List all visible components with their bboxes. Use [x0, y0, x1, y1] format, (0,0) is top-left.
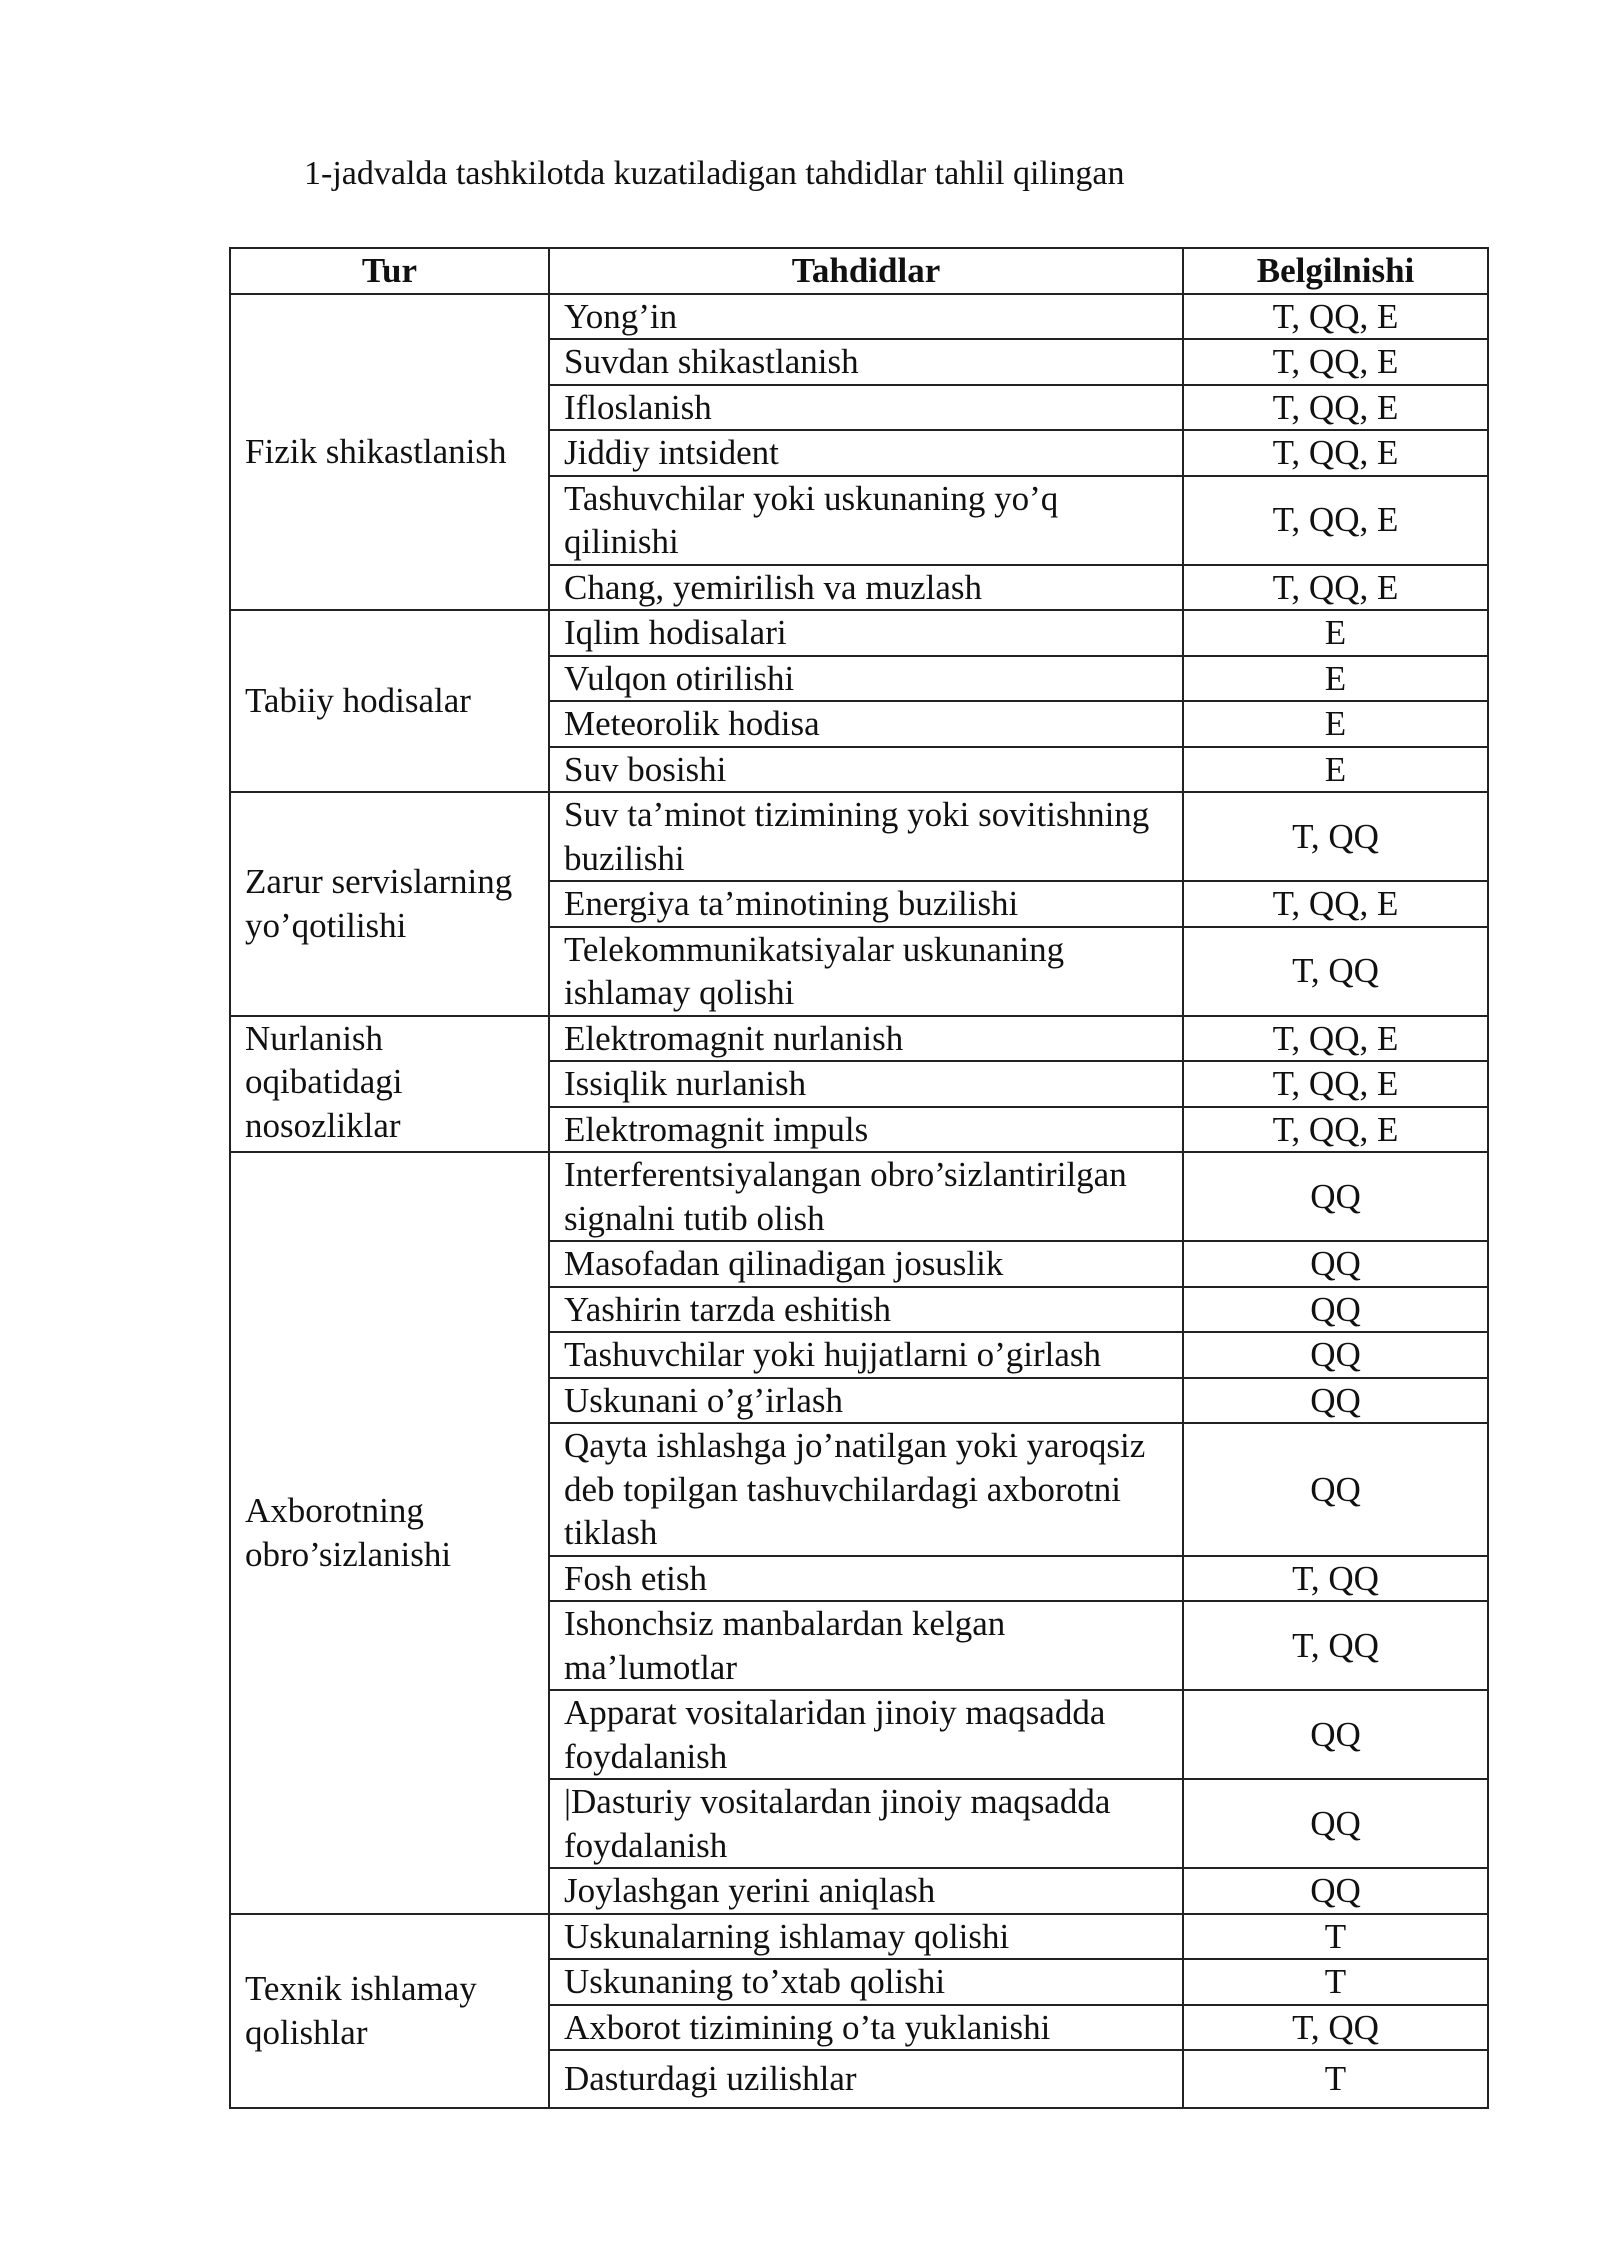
threat-cell: Masofadan qilinadigan josuslik: [549, 1241, 1183, 1287]
threat-cell: Uskunaning to’xtab qolishi: [549, 1959, 1183, 2005]
designation-cell: T, QQ, E: [1183, 1061, 1488, 1107]
threat-cell: Fosh etish: [549, 1556, 1183, 1602]
table-caption: 1-jadvalda tashkilotda kuzatiladigan tahdidlar tahlil qilingan: [304, 155, 1125, 192]
type-cell: Tabiiy hodisalar: [230, 610, 549, 792]
threat-cell: Chang, yemirilish va muzlash: [549, 565, 1183, 611]
designation-cell: T, QQ, E: [1183, 881, 1488, 927]
header-designation: Belgilnishi: [1183, 248, 1488, 294]
designation-cell: T, QQ, E: [1183, 294, 1488, 340]
header-threats: Tahdidlar: [549, 248, 1183, 294]
threat-cell: Interferentsiyalangan obro’sizlantirilgan signalni tutib olish: [549, 1152, 1183, 1241]
threat-cell: Elektromagnit impuls: [549, 1107, 1183, 1153]
designation-cell: T: [1183, 2050, 1488, 2108]
threat-cell: Energiya ta’minotining buzilishi: [549, 881, 1183, 927]
designation-cell: T, QQ, E: [1183, 1016, 1488, 1062]
designation-cell: T: [1183, 1914, 1488, 1960]
threat-cell: Elektromagnit nurlanish: [549, 1016, 1183, 1062]
designation-cell: QQ: [1183, 1423, 1488, 1556]
type-cell: Fizik shikastlanish: [230, 294, 549, 611]
threat-cell: |Dasturiy vositalardan jinoiy maqsadda foydalanish: [549, 1779, 1183, 1868]
designation-cell: QQ: [1183, 1868, 1488, 1914]
designation-cell: T, QQ, E: [1183, 565, 1488, 611]
type-cell: Axborotning obro’sizlanishi: [230, 1152, 549, 1914]
threat-cell: Issiqlik nurlanish: [549, 1061, 1183, 1107]
threat-cell: Iqlim hodisalari: [549, 610, 1183, 656]
threat-cell: Vulqon otirilishi: [549, 656, 1183, 702]
designation-cell: T, QQ, E: [1183, 339, 1488, 385]
threat-cell: Suv bosishi: [549, 747, 1183, 793]
table-row: [230, 294, 1488, 340]
threat-cell: Yashirin tarzda eshitish: [549, 1287, 1183, 1333]
threat-cell: Tashuvchilar yoki uskunaning yo’q qilinishi: [549, 476, 1183, 565]
threat-cell: Ishonchsiz manbalardan kelgan ma’lumotlar: [549, 1601, 1183, 1690]
designation-cell: E: [1183, 701, 1488, 747]
threat-cell: Jiddiy intsident: [549, 430, 1183, 476]
type-cell: Texnik ishlamay qolishlar: [230, 1914, 549, 2109]
type-cell: Zarur servislarning yo’qotilishi: [230, 792, 549, 1016]
threat-cell: Dasturdagi uzilishlar: [549, 2050, 1183, 2108]
designation-cell: E: [1183, 610, 1488, 656]
designation-cell: T, QQ: [1183, 2005, 1488, 2051]
threat-cell: Uskunalarning ishlamay qolishi: [549, 1914, 1183, 1960]
threat-cell: Ifloslanish: [549, 385, 1183, 431]
threats-table: [229, 247, 1489, 2109]
designation-cell: T, QQ, E: [1183, 1107, 1488, 1153]
header-row: [230, 248, 1488, 294]
table-row: [230, 1016, 1488, 1062]
threat-cell: Yong’in: [549, 294, 1183, 340]
designation-cell: QQ: [1183, 1332, 1488, 1378]
designation-cell: E: [1183, 656, 1488, 702]
designation-cell: T, QQ, E: [1183, 476, 1488, 565]
table-row: [230, 610, 1488, 656]
designation-cell: QQ: [1183, 1690, 1488, 1779]
designation-cell: E: [1183, 747, 1488, 793]
threat-cell: Axborot tizimining o’ta yuklanishi: [549, 2005, 1183, 2051]
threat-cell: Telekommunikatsiyalar uskunaning ishlamay qolishi: [549, 927, 1183, 1016]
table-row: [230, 1152, 1488, 1241]
table-row: [230, 1914, 1488, 1960]
header-type: Tur: [230, 248, 549, 294]
threat-cell: Suvdan shikastlanish: [549, 339, 1183, 385]
table-row: [230, 792, 1488, 881]
designation-cell: QQ: [1183, 1779, 1488, 1868]
designation-cell: T, QQ: [1183, 792, 1488, 881]
threat-cell: Suv ta’minot tizimining yoki sovitishning buzilishi: [549, 792, 1183, 881]
designation-cell: QQ: [1183, 1378, 1488, 1424]
threat-cell: Tashuvchilar yoki hujjatlarni o’girlash: [549, 1332, 1183, 1378]
threat-cell: Apparat vositalaridan jinoiy maqsadda foydalanish: [549, 1690, 1183, 1779]
threat-cell: Joylashgan yerini aniqlash: [549, 1868, 1183, 1914]
designation-cell: T, QQ: [1183, 1556, 1488, 1602]
designation-cell: T, QQ: [1183, 1601, 1488, 1690]
designation-cell: T, QQ, E: [1183, 430, 1488, 476]
type-cell: Nurlanish oqibatidagi nosozliklar: [230, 1016, 549, 1153]
threat-cell: Qayta ishlashga jo’natilgan yoki yaroqsiz deb topilgan tashuvchilardagi axborotni tiklash: [549, 1423, 1183, 1556]
designation-cell: T, QQ, E: [1183, 385, 1488, 431]
threat-cell: Uskunani o’g’irlash: [549, 1378, 1183, 1424]
designation-cell: T: [1183, 1959, 1488, 2005]
designation-cell: QQ: [1183, 1287, 1488, 1333]
threat-cell: Meteorolik hodisa: [549, 701, 1183, 747]
designation-cell: T, QQ: [1183, 927, 1488, 1016]
designation-cell: QQ: [1183, 1241, 1488, 1287]
designation-cell: QQ: [1183, 1152, 1488, 1241]
